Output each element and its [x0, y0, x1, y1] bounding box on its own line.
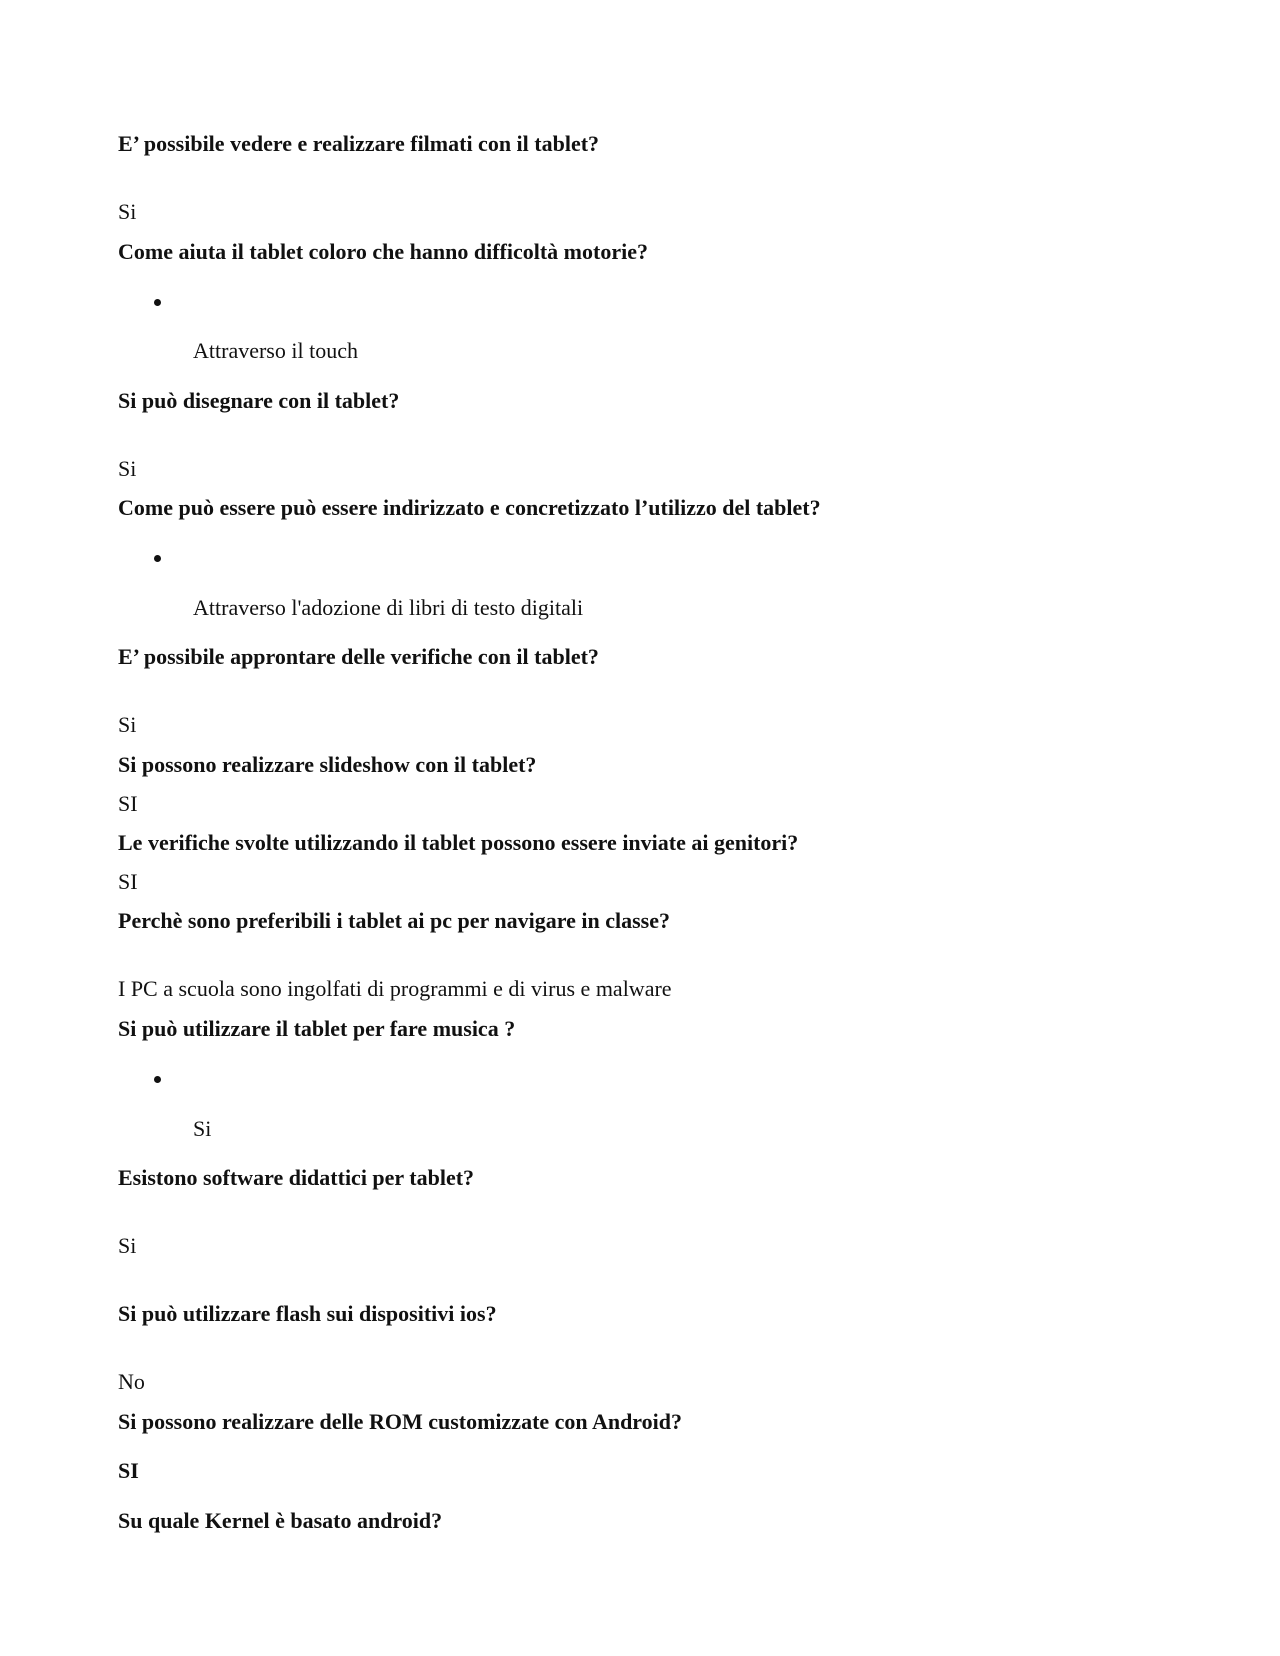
answer-12: SI: [118, 1458, 139, 1483]
answer-6: SI: [118, 791, 138, 816]
answer-3: Si: [118, 456, 137, 481]
answer-4: Attraverso l'adozione di libri di testo digitali: [193, 595, 584, 620]
answer-9: Si: [193, 1116, 212, 1141]
answer-8: I PC a scuola sono ingolfati di programmi e di virus e malware: [118, 976, 672, 1001]
question-11: Si può utilizzare flash sui dispositivi ios?: [118, 1301, 497, 1326]
bullet-icon: [154, 299, 161, 306]
question-4: Come può essere può essere indirizzato e concretizzato l’utilizzo del tablet?: [118, 495, 821, 520]
bullet-icon: [154, 1076, 161, 1083]
question-7: Le verifiche svolte utilizzando il tablet possono essere inviate ai genitori?: [118, 830, 799, 855]
question-12: Si possono realizzare delle ROM customizzate con Android?: [118, 1409, 683, 1434]
question-5: E’ possibile approntare delle verifiche con il tablet?: [118, 644, 599, 669]
question-1: E’ possibile vedere e realizzare filmati con il tablet?: [118, 131, 600, 156]
question-10: Esistono software didattici per tablet?: [118, 1165, 475, 1190]
question-3: Si può disegnare con il tablet?: [118, 388, 400, 413]
question-6: Si possono realizzare slideshow con il tablet?: [118, 752, 537, 777]
question-9: Si può utilizzare il tablet per fare musica ?: [118, 1016, 516, 1041]
answer-10: Si: [118, 1233, 137, 1258]
answer-11: No: [118, 1369, 145, 1394]
answer-1: Si: [118, 199, 137, 224]
question-2: Come aiuta il tablet coloro che hanno difficoltà motorie?: [118, 239, 648, 264]
bullet-icon: [154, 555, 161, 562]
question-13: Su quale Kernel è basato android?: [118, 1508, 443, 1533]
answer-5: Si: [118, 712, 137, 737]
answer-2: Attraverso il touch: [193, 338, 358, 363]
answer-7: SI: [118, 869, 138, 894]
question-8: Perchè sono preferibili i tablet ai pc per navigare in classe?: [118, 908, 670, 933]
